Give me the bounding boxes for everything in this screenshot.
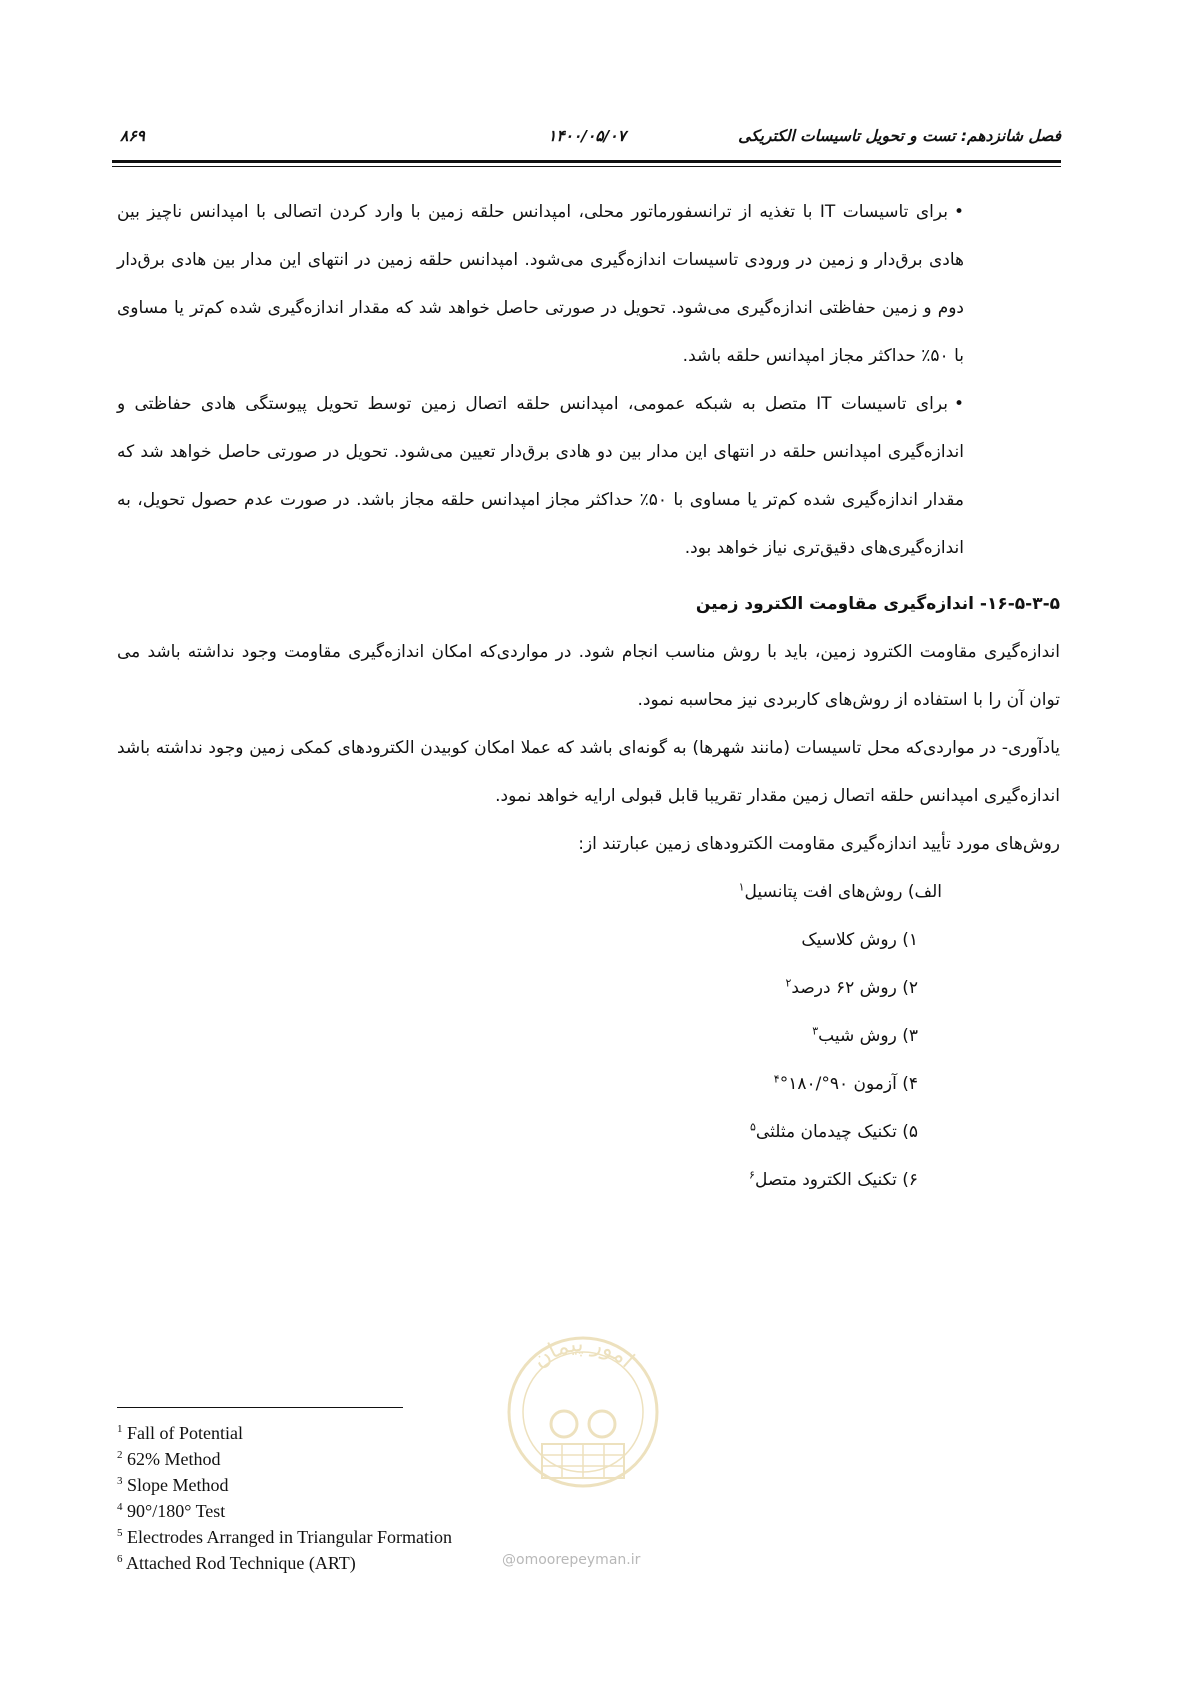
method-item: [117, 1108, 942, 1156]
bullet-text: برای تاسیسات IT متصل به شبکه عمومی، امپدانس حلقه اتصال زمین توسط تحویل پیوستگی هادی حفاظتی و اندازه‌گیری امپدانس حلقه در انتهای این مدار بین دو هادی برق‌دار تعیین می‌شود. تحویل در صورتی حاصل خواهد شد که مقدار اندازه‌گیری شده کم‌تر یا مساوی با ۵۰٪ حداکثر مجاز امپدانس حلقه مجاز باشد. در صورت عدم حصول تحویل، به اندازه‌گیری‌های دقیق‌تری نیاز خواهد بود.: [117, 394, 964, 558]
bullet-icon: •: [953, 202, 964, 222]
footnote-mark: ۶: [749, 1168, 755, 1182]
footnotes: [117, 1420, 537, 1576]
method-item: [117, 964, 942, 1012]
header-date: ۱۴۰۰/۰۵/۰۷: [548, 127, 626, 145]
watermark-caption: @omoorepeyman.ir: [502, 1552, 641, 1568]
bullet-item: [117, 188, 1060, 380]
watermark-arc-text: امور پیمان: [528, 1331, 639, 1374]
method-number: ۶): [902, 1170, 918, 1190]
method-text: آزمون ۹۰°/۱۸۰°: [779, 1074, 897, 1094]
method-item: [117, 1012, 942, 1060]
method-item: [117, 1156, 942, 1204]
footnote: $^2$ 62% Method: [117, 1449, 221, 1469]
method-text: تکنیک چیدمان مثلثی: [755, 1122, 897, 1142]
chapter-title: فصل شانزدهم: تست و تحویل تاسیسات الکتریکی: [738, 127, 1061, 145]
page-number: ۸۶۹: [120, 127, 145, 145]
bullet-text: برای تاسیسات IT با تغذیه از ترانسفورماتور محلی، امپدانس حلقه زمین با وارد کردن اتصالی با امپدانس ناچیز بین هادی برق‌دار و زمین در ورودی تاسیسات اندازه‌گیری می‌شود. امپدانس حلقه زمین در انتهای این مدار بین هادی برق‌دار دوم و زمین حفاظتی اندازه‌گیری می‌شود. تحویل در صورتی حاصل خواهد شد که مقدار اندازه‌گیری شده کم‌تر یا مساوی با ۵۰٪ حداکثر مجاز امپدانس حلقه باشد.: [117, 202, 964, 366]
paragraph: روش‌های مورد تأیید اندازه‌گیری مقاومت الکترودهای زمین عبارتند از:: [578, 834, 1060, 854]
method-item: [117, 916, 942, 964]
section-heading: ۱۶-۵-۳-۵- اندازه‌گیری مقاومت الکترود زمین: [695, 594, 1060, 614]
method-text: روش کلاسیک: [801, 930, 897, 950]
method-text: روش شیب: [818, 1026, 897, 1046]
footnote: $^3$ Slope Method: [117, 1475, 229, 1495]
header-rule-thin: [112, 166, 1061, 167]
footnote-mark: ۱: [738, 880, 745, 894]
method-list: [117, 868, 1060, 1204]
method-number: ۳): [902, 1026, 918, 1046]
method-number: ۵): [902, 1122, 918, 1142]
method-text: تکنیک الکترود متصل: [754, 1170, 897, 1190]
header-rule: [112, 160, 1061, 163]
footnote-mark: ۴: [773, 1072, 780, 1086]
method-number: ۱): [902, 930, 918, 950]
method-text: روش ۶۲ درصد: [791, 978, 897, 998]
footnote-mark: ۵: [749, 1120, 756, 1134]
footnote: $^1$ Fall of Potential: [117, 1423, 243, 1443]
footnote: $^5$ Electrodes Arranged in Triangular Formation: [117, 1527, 452, 1547]
footnote: $^4$ 90°/180° Test: [117, 1501, 226, 1521]
footnote-mark: ۳: [812, 1024, 819, 1038]
paragraph: اندازه‌گیری مقاومت الکترود زمین، باید با روش مناسب انجام شود. در مواردی‌که امکان اندازه‌گیری مقاومت وجود نداشته باشد می توان آن را با استفاده از روش‌های کاربردی نیز محاسبه نمود.: [117, 642, 1060, 710]
method-number: ۴): [902, 1074, 918, 1094]
footnote: $^6$ Attached Rod Technique (ART): [117, 1553, 356, 1573]
bullet-item: [117, 380, 1060, 572]
method-number: ۲): [902, 978, 918, 998]
body-text: [117, 188, 1060, 1204]
method-item: [117, 1060, 942, 1108]
method-group-label: الف) روش‌های افت پتانسیل$^۱$: [738, 880, 942, 902]
bullet-icon: •: [953, 394, 964, 414]
footnote-separator: [117, 1407, 403, 1408]
footnote-mark: ۲: [785, 976, 792, 990]
note-paragraph: یادآوری- در مواردی‌که محل تاسیسات (مانند شهرها) به گونه‌ای باشد که عملا امکان کوبیدن الکترودهای کمکی زمین وجود نداشته باشد اندازه‌گیری امپدانس حلقه اتصال زمین مقدار تقریبا قابل قبولی ارایه خواهد نمود.: [117, 738, 1060, 806]
